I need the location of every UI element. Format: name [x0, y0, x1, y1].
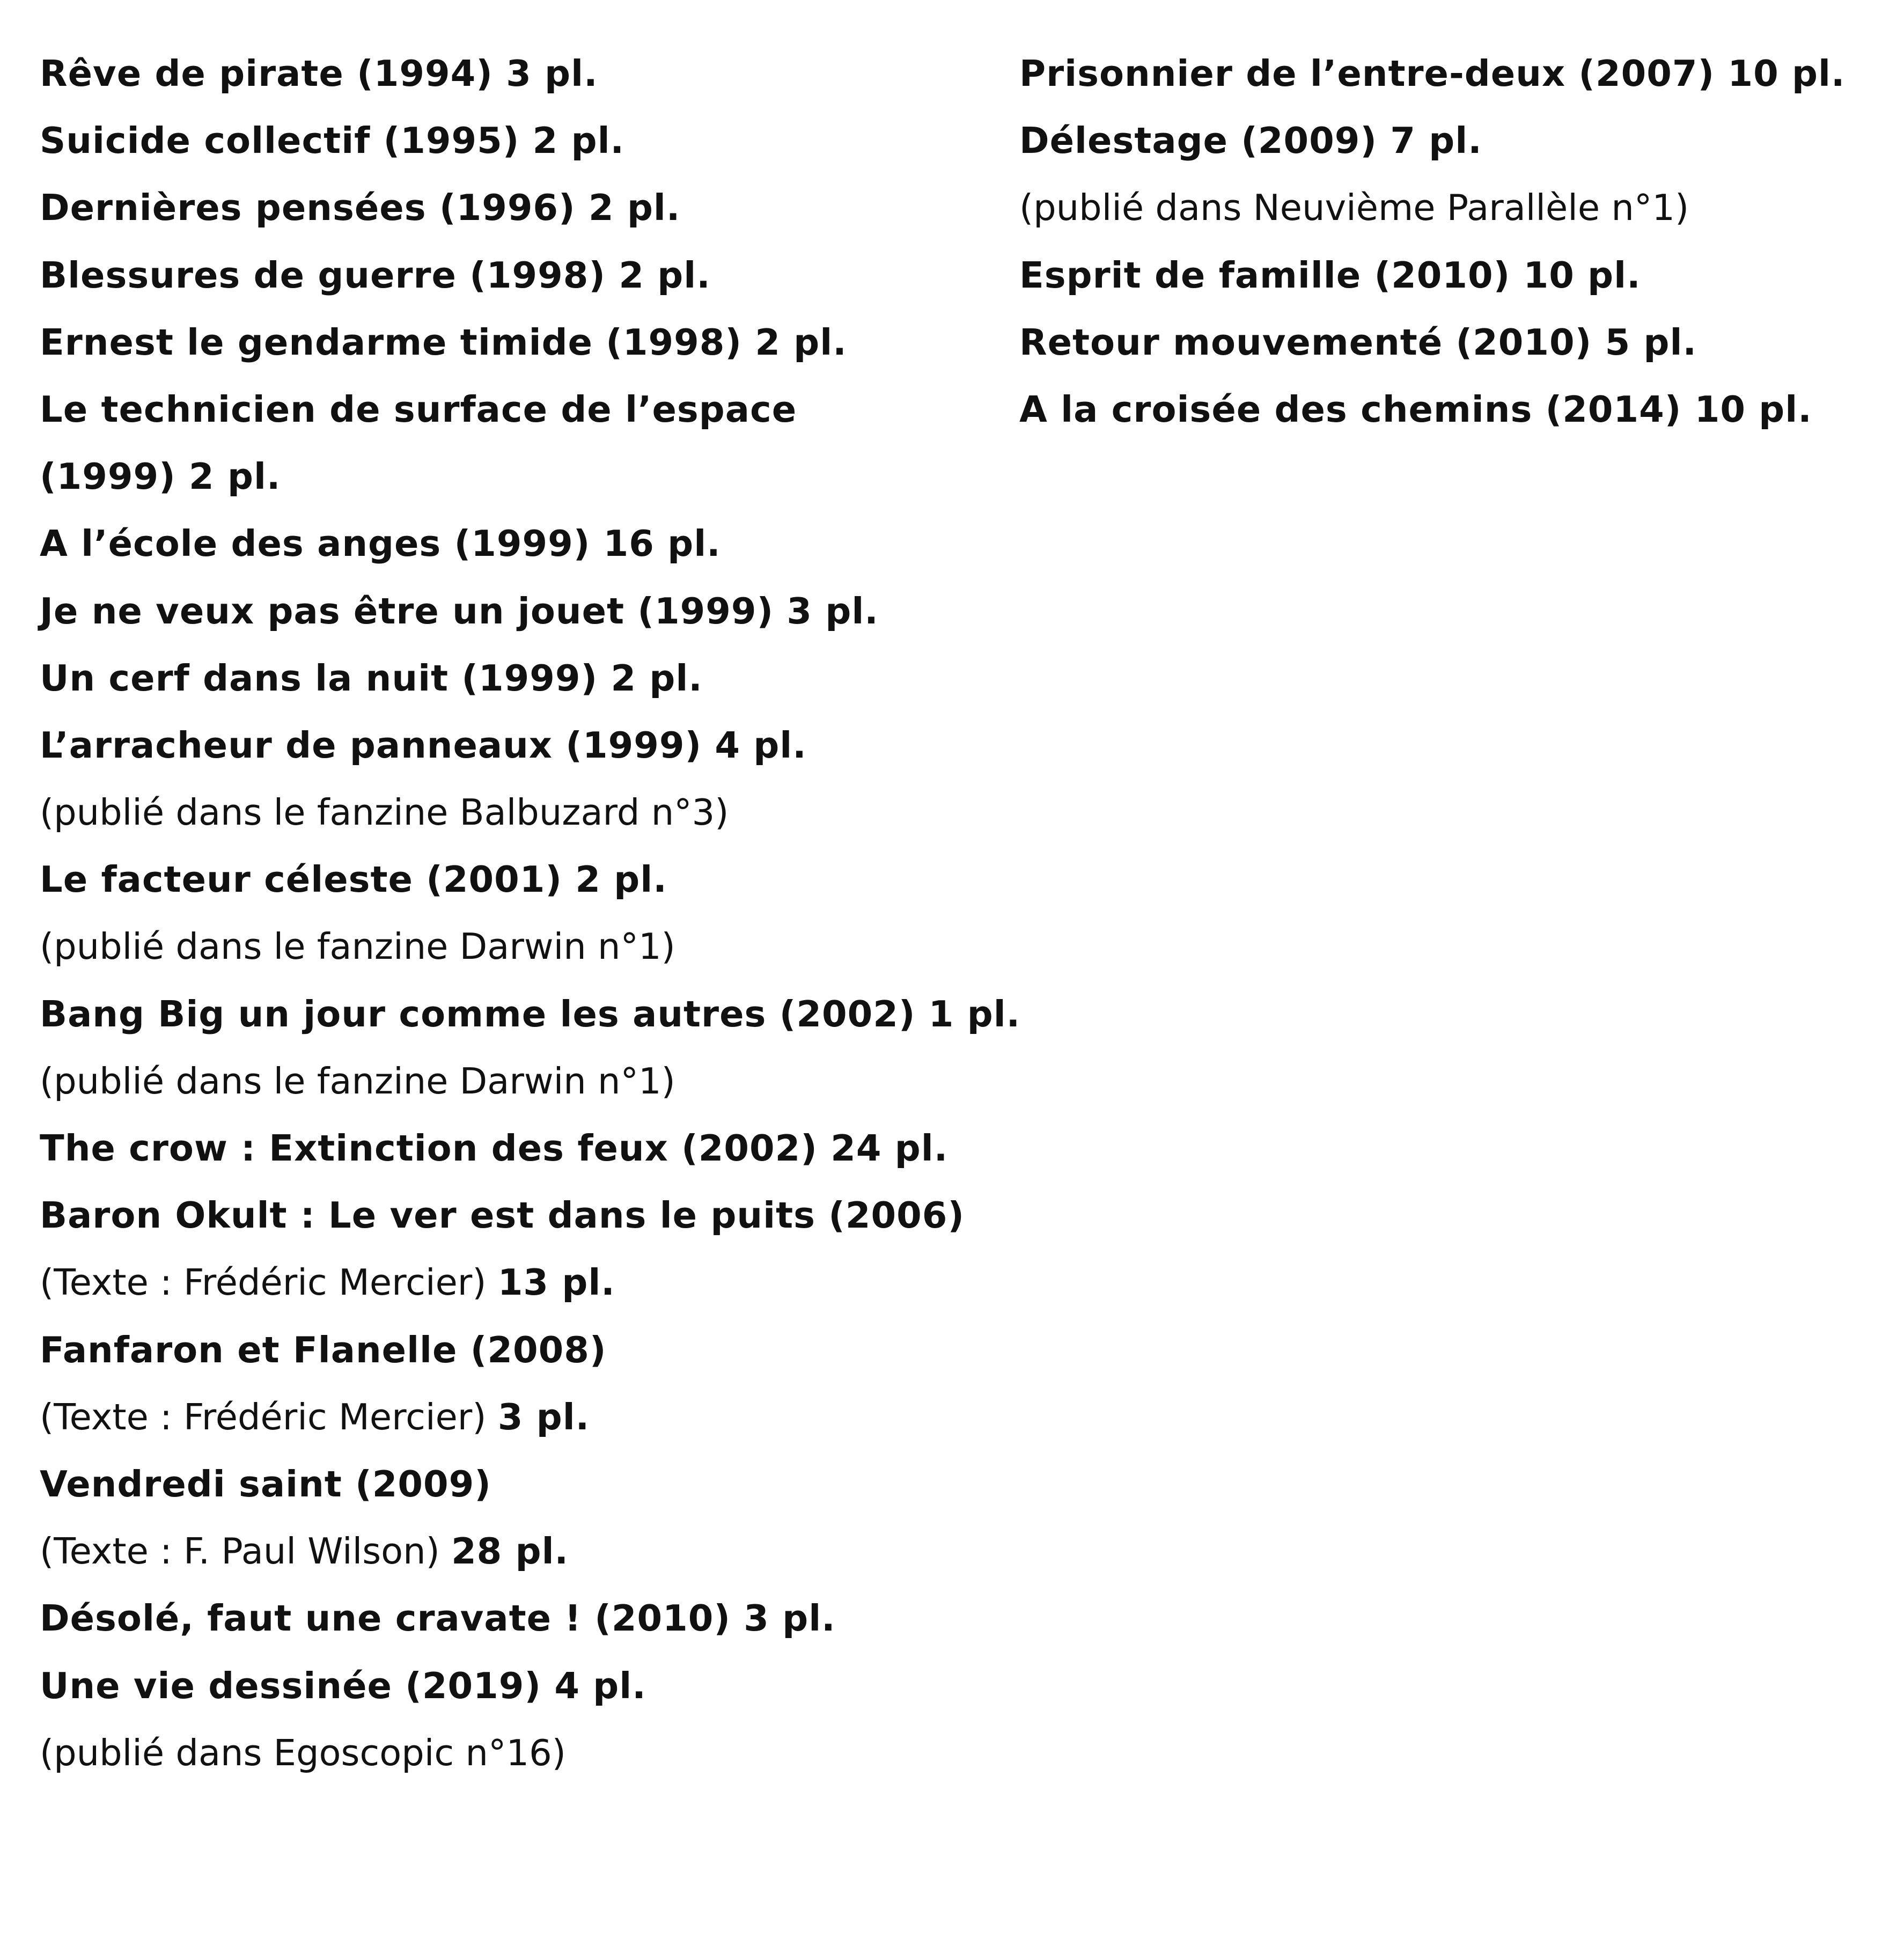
credit-text: (Texte : Frédéric Mercier)	[40, 1396, 487, 1438]
publication-note	[1019, 174, 1856, 241]
left-column	[40, 40, 1021, 1787]
work-title: (1999) 2 pl.	[40, 456, 281, 498]
list-item-continuation	[40, 443, 1016, 510]
list-item	[40, 645, 1016, 712]
list-item	[40, 1115, 1016, 1182]
list-item	[40, 1182, 1016, 1249]
list-item	[40, 376, 1016, 443]
work-title: Un cerf dans la nuit (1999) 2 pl.	[40, 657, 703, 699]
list-item	[40, 40, 1016, 107]
list-item	[40, 1451, 1016, 1518]
work-title: Le facteur céleste (2001) 2 pl.	[40, 858, 667, 901]
work-title: Désolé, faut une cravate ! (2010) 3 pl.	[40, 1597, 836, 1640]
credit-text: (Texte : F. Paul Wilson)	[40, 1530, 440, 1573]
note-text: (publié dans le fanzine Darwin n°1)	[40, 1060, 675, 1102]
work-title: Je ne veux pas être un jouet (1999) 3 pl.	[40, 590, 879, 632]
list-item	[1019, 242, 1856, 309]
work-title: Esprit de famille (2010) 10 pl.	[1019, 254, 1641, 296]
list-item	[40, 981, 1021, 1048]
list-item	[40, 578, 1016, 645]
list-item	[40, 107, 1016, 174]
work-title: Une vie dessinée (2019) 4 pl.	[40, 1664, 646, 1707]
list-item	[40, 712, 1016, 779]
list-item	[40, 174, 1016, 241]
work-title: The crow : Extinction des feux (2002) 24 pl.	[40, 1127, 949, 1169]
work-title: Délestage (2009) 7 pl.	[1019, 120, 1482, 162]
work-title: A la croisée des chemins (2014) 10 pl.	[1019, 388, 1812, 430]
credit-line	[40, 1384, 1016, 1451]
publication-note	[40, 1720, 1016, 1787]
note-text: (publié dans le fanzine Darwin n°1)	[40, 926, 675, 968]
page-count: 28 pl.	[451, 1530, 569, 1573]
work-title: Suicide collectif (1995) 2 pl.	[40, 120, 624, 162]
list-item	[1019, 40, 1856, 107]
right-column	[1019, 40, 1856, 443]
note-text: (publié dans Neuvième Parallèle n°1)	[1019, 187, 1689, 229]
publication-note	[40, 1048, 1016, 1115]
work-title: Vendredi saint (2009)	[40, 1463, 491, 1505]
list-item	[40, 1317, 1016, 1384]
work-title: Ernest le gendarme timide (1998) 2 pl.	[40, 321, 847, 363]
note-text: (publié dans le fanzine Balbuzard n°3)	[40, 791, 729, 834]
credit-line	[40, 1249, 1016, 1316]
work-title: Prisonnier de l’entre-deux (2007) 10 pl.	[1019, 53, 1846, 94]
work-title: L’arracheur de panneaux (1999) 4 pl.	[40, 724, 807, 766]
work-title: Dernières pensées (1996) 2 pl.	[40, 187, 681, 229]
work-title: Retour mouvementé (2010) 5 pl.	[1019, 321, 1697, 363]
list-item	[40, 242, 1016, 309]
page-count: 3 pl.	[497, 1396, 590, 1438]
page-count: 13 pl.	[497, 1261, 615, 1304]
work-title: A l’école des anges (1999) 16 pl.	[40, 523, 721, 565]
publication-note	[40, 913, 1016, 980]
work-title: Baron Okult : Le ver est dans le puits (2006)	[40, 1194, 965, 1237]
work-title: Le technicien de surface de l’espace	[40, 388, 797, 430]
list-item	[1019, 107, 1856, 174]
list-item	[40, 1585, 1016, 1652]
work-title: Fanfaron et Flanelle (2008)	[40, 1328, 607, 1371]
list-item	[40, 846, 1016, 913]
list-item	[40, 309, 1016, 376]
list-item	[1019, 309, 1856, 376]
note-text: (publié dans Egoscopic n°16)	[40, 1731, 566, 1774]
credit-line	[40, 1518, 1016, 1585]
work-title: Blessures de guerre (1998) 2 pl.	[40, 254, 711, 296]
credit-text: (Texte : Frédéric Mercier)	[40, 1261, 487, 1304]
work-title: Rêve de pirate (1994) 3 pl.	[40, 53, 598, 94]
work-title: Bang Big un jour comme les autres (2002) 1 pl.	[40, 993, 1021, 1035]
publication-note	[40, 779, 1016, 846]
list-item	[1019, 376, 1856, 443]
list-item	[40, 510, 1016, 577]
list-item	[40, 1653, 1016, 1720]
